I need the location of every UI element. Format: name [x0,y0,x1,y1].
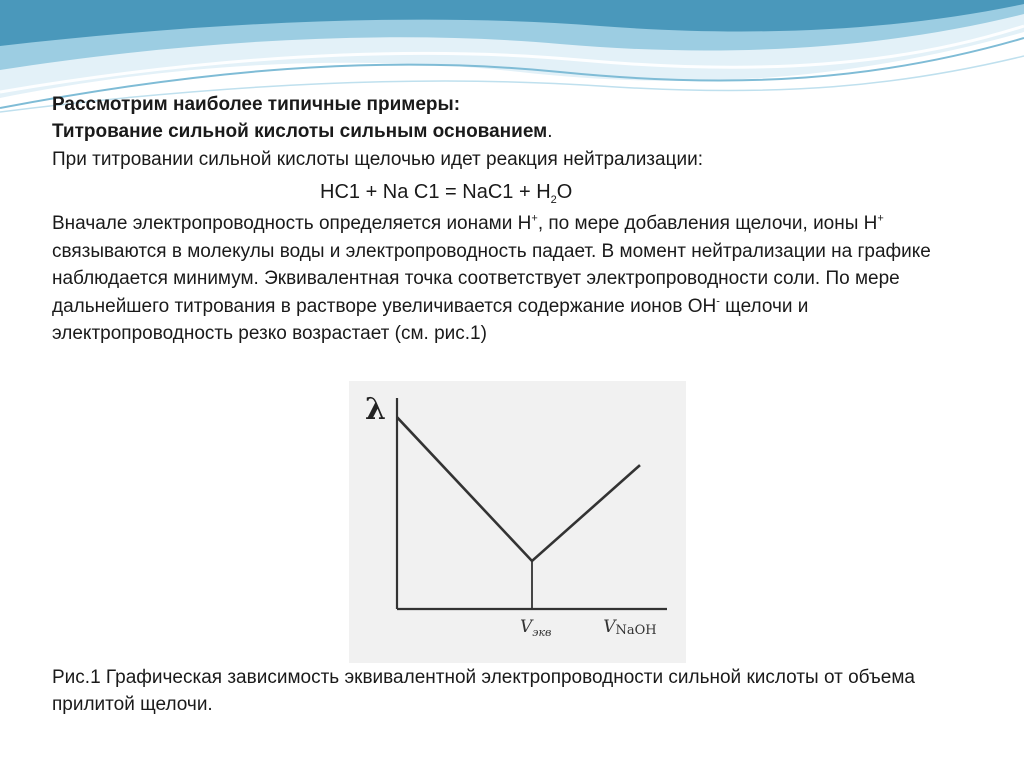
conductivity-curve [397,417,640,561]
para-part-2: , по мере добавления щелочи, ионы Н [537,213,878,234]
reaction-equation [320,179,572,205]
intro-line: При титровании сильной кислоты щелочью идет реакция нейтрализации: [52,149,703,170]
equation-right: O [556,181,573,203]
conductivity-chart [349,381,686,663]
x-label-main: V [603,617,616,637]
x-label-sub: NaOH [615,623,657,638]
conductivity-figure [349,381,686,663]
para-part-1: Вначале электропроводность определяется ионами Н [52,213,532,234]
y-axis-label: λ [365,392,387,427]
heading-titration-bold: Титрование сильной кислоты сильным основанием [52,121,548,142]
eq-label-sub: экв [532,626,552,639]
heading-titration [52,119,552,145]
equation-left: HC1 + Na C1 = NaC1 + H [320,181,551,203]
para-sup-1: + [531,212,538,225]
x-axis-label [603,617,656,638]
heading-examples: Рассмотрим наиболее типичные примеры: [52,94,461,115]
equivalence-volume-label [520,617,551,639]
heading-titration-tail: . [547,121,553,142]
equation-subscript: 2 [550,194,557,206]
para-part-4: щелочи и электропроводность резко возрастает (см. рис.1) [52,295,809,344]
eq-label-main: V [520,617,533,637]
para-sup-3: - [716,295,720,308]
para-sup-2: + [877,212,884,225]
explanation-paragraph [52,210,992,348]
para-part-3: связываются в молекулы воды и электропроводность падает. В момент нейтрализации на графике наблюдается минимум. Эквивалентная точка соответствует электропроводности соли. По мере дальнейшего титрования в растворе увеличивается содержание ионов ОН [52,240,931,317]
figure-caption: Рис.1 Графическая зависимость эквивалентной электропроводности сильной кислоты от объема прилитой щелочи. [52,667,915,715]
